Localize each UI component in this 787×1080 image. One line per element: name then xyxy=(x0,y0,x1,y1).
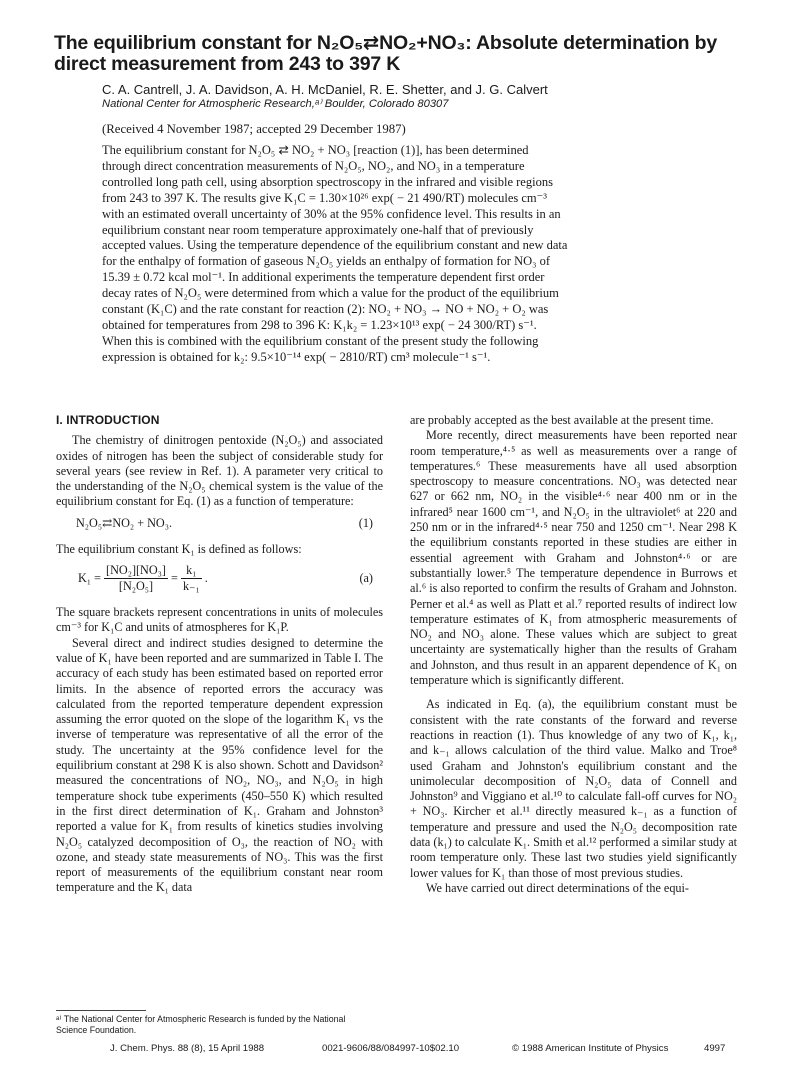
intro-paragraph-2: The equilibrium constant K₁ is defined as follows: xyxy=(56,541,302,556)
abstract-line: decay rates of N₂O₅ were determined from which a value for the product of the equilibrium xyxy=(102,286,559,301)
footer-code: 0021-9606/88/084997-10$02.10 xyxy=(322,1043,460,1054)
abstract-line: through direct concentration measurements of N₂O₅, NO₂, and NO₃ in a temperature xyxy=(102,158,525,173)
abstract-line: for the enthalpy of formation of gaseous N₂O₅ yields an enthalpy of formation for NO₃ of xyxy=(102,254,551,269)
equation-a-lhs: K₁ = xyxy=(78,571,101,586)
section-heading: I. INTRODUCTION xyxy=(56,413,160,427)
abstract-line: with an estimated overall uncertainty of 30% at the 95% confidence level. This results in an xyxy=(102,206,561,221)
abstract-line: constant (K₁C) and the rate constant for reaction (2): NO₂ + NO₃ → NO + NO₂ + O₂ was xyxy=(102,302,549,317)
equation-1 xyxy=(56,516,383,536)
footnote-rule xyxy=(56,1010,146,1011)
equation-a-numerator-2: k₁ xyxy=(181,563,202,579)
abstract-line: obtained for temperatures from 298 to 396 K: K₁k₂ = 1.23×10¹³ exp( − 24 300/RT) s⁻¹. xyxy=(102,317,537,332)
abstract-line: from 243 to 397 K. The results give K₁C = 1.30×10²⁶ exp( − 21 490/RT) molecules cm⁻³ xyxy=(102,190,548,205)
left-column xyxy=(56,413,383,896)
abstract-line: equilibrium constant near room temperature approximately one-half that of previously xyxy=(102,222,534,237)
intro-paragraph-6: More recently, direct measurements have been reported near room temperature,⁴·⁵ as well as measurements over a range of temperatures.⁶ These measurements have all used absorption spectroscopy to measure concentrations. NO₃ was detected near 627 or 662 nm, NO₂ in the visible⁴·⁶ near 400 nm or in the infrared⁵ near 1600 cm⁻¹, and N₂O₅ in the ultraviolet⁶ at 220 and 250 nm or in the infrared⁴·⁵ near 750 and 1250 cm⁻¹. Near 298 K the equilibrium constants reported in these studies are either in essential agreement with Graham and Johnston⁴·⁶ or are substantially lower.⁵ The temperature dependence in Burrows et al.⁶ is also reported to confirm the results of Graham and Johnston. Perner et al.⁴ as well as Platt et al.⁷ reported results of indirect low temperature estimates of K₁ from atmospheric measurements of NO₂ and NO₃ alone. These values which are subject to great uncertainty are systematically higher than the results of Graham and Johnston, and thus result in an apparent dependence of K₁ on temperature which is significantly different. xyxy=(410,428,737,688)
intro-paragraph-4: Several direct and indirect studies designed to determine the value of K₁ have been reported and are summarized in Table I. The accuracy of each study has been estimated based on reported error limits. In the absence of reported errors the accuracy was calculated from the reported temperature dependent expression assuming the error quoted on the slope of the logarithm K₁ vs the inverse of temperature was representative of all the error of the study. The uncertainty at the 95% confidence level for the equilibrium constant at 298 K is also shown. Schott and Davidson² measured the concentrations of NO₂, NO₃, and N₂O₅ in high temperature shock tube experiments (450–550 K) which resulted in the first direct determination of K₁. Graham and Johnston³ reported a value for K₁ from results of kinetics studies involving N₂O₅ catalyzed decomposition of O₃, the reaction of NO₂ with ozone, and steady state measurements of NO₃. This was the first report of measurements of the equilibrium constant near room temperature and the K₁ data xyxy=(56,635,383,895)
equation-a-denominator-2: k₋₁ xyxy=(182,579,200,594)
footer-page-number: 4997 xyxy=(704,1043,726,1054)
paper-title: The equilibrium constant for N₂O₅⇄NO₂+NO₃: Absolute determination by direct measurement from 243 to 397 K xyxy=(54,32,717,75)
equation-a-denominator-1: [N₂O₅] xyxy=(118,579,154,594)
intro-paragraph-5: are probably accepted as the best available at the present time. xyxy=(410,413,714,427)
equation-a-fraction-1 xyxy=(104,563,168,595)
author-list: C. A. Cantrell, J. A. Davidson, A. H. McDaniel, R. E. Shetter, and J. G. Calvert xyxy=(102,82,548,97)
equation-a-equals: = xyxy=(171,571,178,586)
abstract xyxy=(102,143,716,366)
abstract-line: When this is combined with the equilibrium constant of the present study the following xyxy=(102,333,539,348)
abstract-line: accepted values. Using the temperature dependence of the equilibrium constant and new data xyxy=(102,238,568,253)
affiliation: National Center for Atmospheric Research,ᵃ⁾ Boulder, Colorado 80307 xyxy=(102,98,449,110)
intro-paragraph-7: As indicated in Eq. (a), the equilibrium constant must be consistent with the rate constants of the forward and reverse reactions in reaction (1). Thus knowledge of any two of K₁, k₁, and k₋₁ allows calculation of the third value. Malko and Troe⁸ used Graham and Johnston's equilibrium constant and the unimolecular decomposition of N₂O₅ data of Connell and Johnston⁹ and Viggiano et al.¹⁰ to calculate fall-off curves for NO₂ + NO₃. Kircher et al.¹¹ directly measured k₋₁ as a function of temperature and pressure and used the N₂O₅ decomposition rate data (k₁) to calculate K₁. Smith et al.¹² performed a similar study at room temperature only. These last two studies yield significantly lower values for K₁ than those of most previous studies. xyxy=(410,697,737,880)
equation-a-period: . xyxy=(204,571,208,586)
abstract-line: controlled long path cell, using absorption spectroscopy in the infrared and visible regions xyxy=(102,174,553,189)
intro-paragraph-8: We have carried out direct determinations of the equi- xyxy=(426,880,689,895)
equation-1-body: N₂O₅⇄NO₂ + NO₃. xyxy=(76,515,173,530)
intro-paragraph-1: The chemistry of dinitrogen pentoxide (N₂O₅) and associated oxides of nitrogen has been the subject of considerable study for several years (see review in Ref. 1). A parameter very critical to the understanding of the N₂O₅ chemical system is the value of the equilibrium constant for Eq. (1) as a function of temperature: xyxy=(56,433,383,509)
equation-a-fraction-2 xyxy=(181,563,202,595)
equation-1-number: (1) xyxy=(358,515,373,530)
abstract-line: 15.39 ± 0.72 kcal mol⁻¹. In additional experiments the temperature dependent first order xyxy=(102,270,545,285)
equation-a xyxy=(56,561,383,597)
abstract-line: The equilibrium constant for N₂O₅ ⇄ NO₂ + NO₃ [reaction (1)], has been determined xyxy=(102,143,529,157)
footer-copyright: © 1988 American Institute of Physics xyxy=(512,1043,669,1054)
received-dates: (Received 4 November 1987; accepted 29 December 1987) xyxy=(102,122,406,136)
footer-journal: J. Chem. Phys. 88 (8), 15 April 1988 xyxy=(110,1043,265,1054)
abstract-line: expression is obtained for k₂: 9.5×10⁻¹⁴ exp( − 2810/RT) cm³ molecule⁻¹ s⁻¹. xyxy=(102,349,491,364)
intro-paragraph-3: The square brackets represent concentrations in units of molecules cm⁻³ for K₁C and units of atmospheres for K₁P. xyxy=(56,605,383,635)
footnote: ᵃ⁾ The National Center for Atmospheric Research is funded by the National Science Foundation. xyxy=(56,1014,346,1035)
equation-a-numerator-1: [NO₂][NO₃] xyxy=(104,563,168,579)
right-column xyxy=(410,413,737,896)
equation-a-number: (a) xyxy=(359,571,373,586)
